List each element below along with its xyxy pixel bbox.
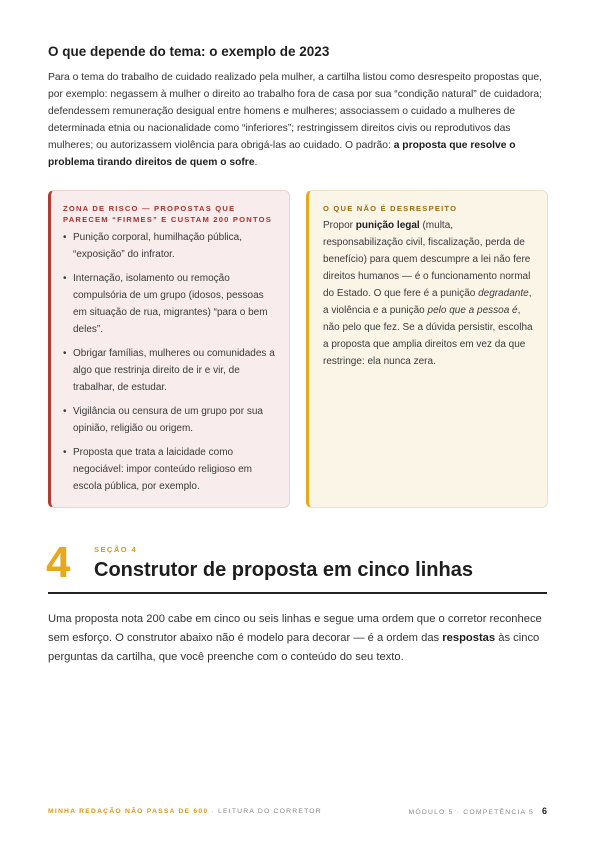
text-italic: pelo que a pessoa é xyxy=(427,305,518,316)
text-emphasis: punição legal xyxy=(355,220,420,231)
text-run: Uma proposta nota 200 cabe em cinco ou seis linhas e segue uma ordem que o corretor reconhece sem esforço. O construtor abaixo não é modelo para decorar — é a ordem das xyxy=(48,613,542,644)
risk-item-text: Proposta que trata a laicidade como negociável: impor conteúdo religioso em escola pública, por exemplo. xyxy=(73,447,252,492)
footer-subtitle: LEITURA DO CORRETOR xyxy=(218,808,322,815)
risk-item-text: Vigilância ou censura de um grupo por sua opinião, religião ou origem. xyxy=(73,406,263,434)
text-run: às cinco perguntas da cartilha, que você preenche com o conteúdo do seu texto. xyxy=(48,632,540,663)
list-item xyxy=(63,229,275,263)
footer-right xyxy=(409,806,548,816)
intro-emphasis: a proposta que resolve o problema tirando direitos de quem o sofre xyxy=(48,140,516,168)
bullet-icon: • xyxy=(63,406,67,417)
risk-item-text: Punição corporal, humilhação pública, “exposição” do infrator. xyxy=(73,232,242,260)
text-run: , a violência e a punição xyxy=(323,288,532,316)
text-run: (multa, responsabilização civil, fiscalização, perda de benefício) para quem descumpre a lei não fere direitos humanos — é o funcionamento normal do Estado. O que fere é a punição xyxy=(323,220,531,299)
intro-paragraph xyxy=(48,69,548,171)
list-item xyxy=(63,403,275,437)
footer-separator: · xyxy=(208,808,219,815)
text-italic: degradante xyxy=(478,288,529,299)
section-number: 4 xyxy=(46,538,71,587)
risk-zone-title: ZONA DE RISCO — PROPOSTAS QUE PARECEM “FIRMES” E CUSTAM 200 PONTOS xyxy=(63,204,273,224)
text-run: Propor xyxy=(323,220,356,231)
section-divider xyxy=(48,592,547,594)
risk-item-text: Obrigar famílias, mulheres ou comunidades a algo que restrinja direito de ir e vir, de trabalhar, de estudar. xyxy=(73,348,275,393)
risk-list xyxy=(63,229,275,495)
page-number: 6 xyxy=(541,806,547,816)
not-disrespect-title: O QUE NÃO É DESRESPEITO xyxy=(323,204,458,213)
list-item xyxy=(63,270,275,338)
section-title: Construtor de proposta em cinco linhas xyxy=(94,559,473,581)
section-heading: O que depende do tema: o exemplo de 2023 xyxy=(48,44,330,59)
intro-text: Para o tema do trabalho de cuidado realizado pela mulher, a cartilha listou como desrespeito propostas que, por exemplo: negassem à mulher o direito ao trabalho fora de casa por sua “condição natural” de cuidadora; defendessem remuneração desigual entre homens e mulheres; associassem o cuidado a mulheres de determinada etnia ou nacionalidade como “inferiores”; restringissem direitos civis ou reprodutivos das mulheres; ou autorizassem violência para obrigá-las ao cuidado. O padrão: xyxy=(48,72,542,151)
footer-module: MÓDULO 5 · COMPETÊNCIA 5 xyxy=(408,809,534,816)
footer-brand: MINHA REDAÇÃO NÃO PASSA DE 600 xyxy=(48,808,209,815)
text-run: , não pelo que fez. Se a dúvida persistir, escolha a proposta que amplia direitos em vez da que restringe: ela nunca zera. xyxy=(323,305,533,367)
not-disrespect-text xyxy=(323,217,533,370)
text-emphasis: respostas xyxy=(442,632,496,644)
list-item xyxy=(63,444,275,495)
risk-item-text: Internação, isolamento ou remoção compulsória de um grupo (idosos, pessoas em situação de rua, migrantes) “para o bem deles”. xyxy=(73,273,268,335)
risk-zone-box xyxy=(48,190,290,508)
bullet-icon: • xyxy=(63,232,67,243)
bullet-icon: • xyxy=(63,348,67,359)
intro-end: . xyxy=(254,157,258,168)
bullet-icon: • xyxy=(63,273,67,284)
footer-left xyxy=(48,808,322,815)
not-disrespect-box xyxy=(306,190,548,508)
section-label: SEÇÃO 4 xyxy=(94,545,138,554)
bullet-icon: • xyxy=(63,447,67,458)
list-item xyxy=(63,345,275,396)
section-intro-paragraph xyxy=(48,610,550,667)
